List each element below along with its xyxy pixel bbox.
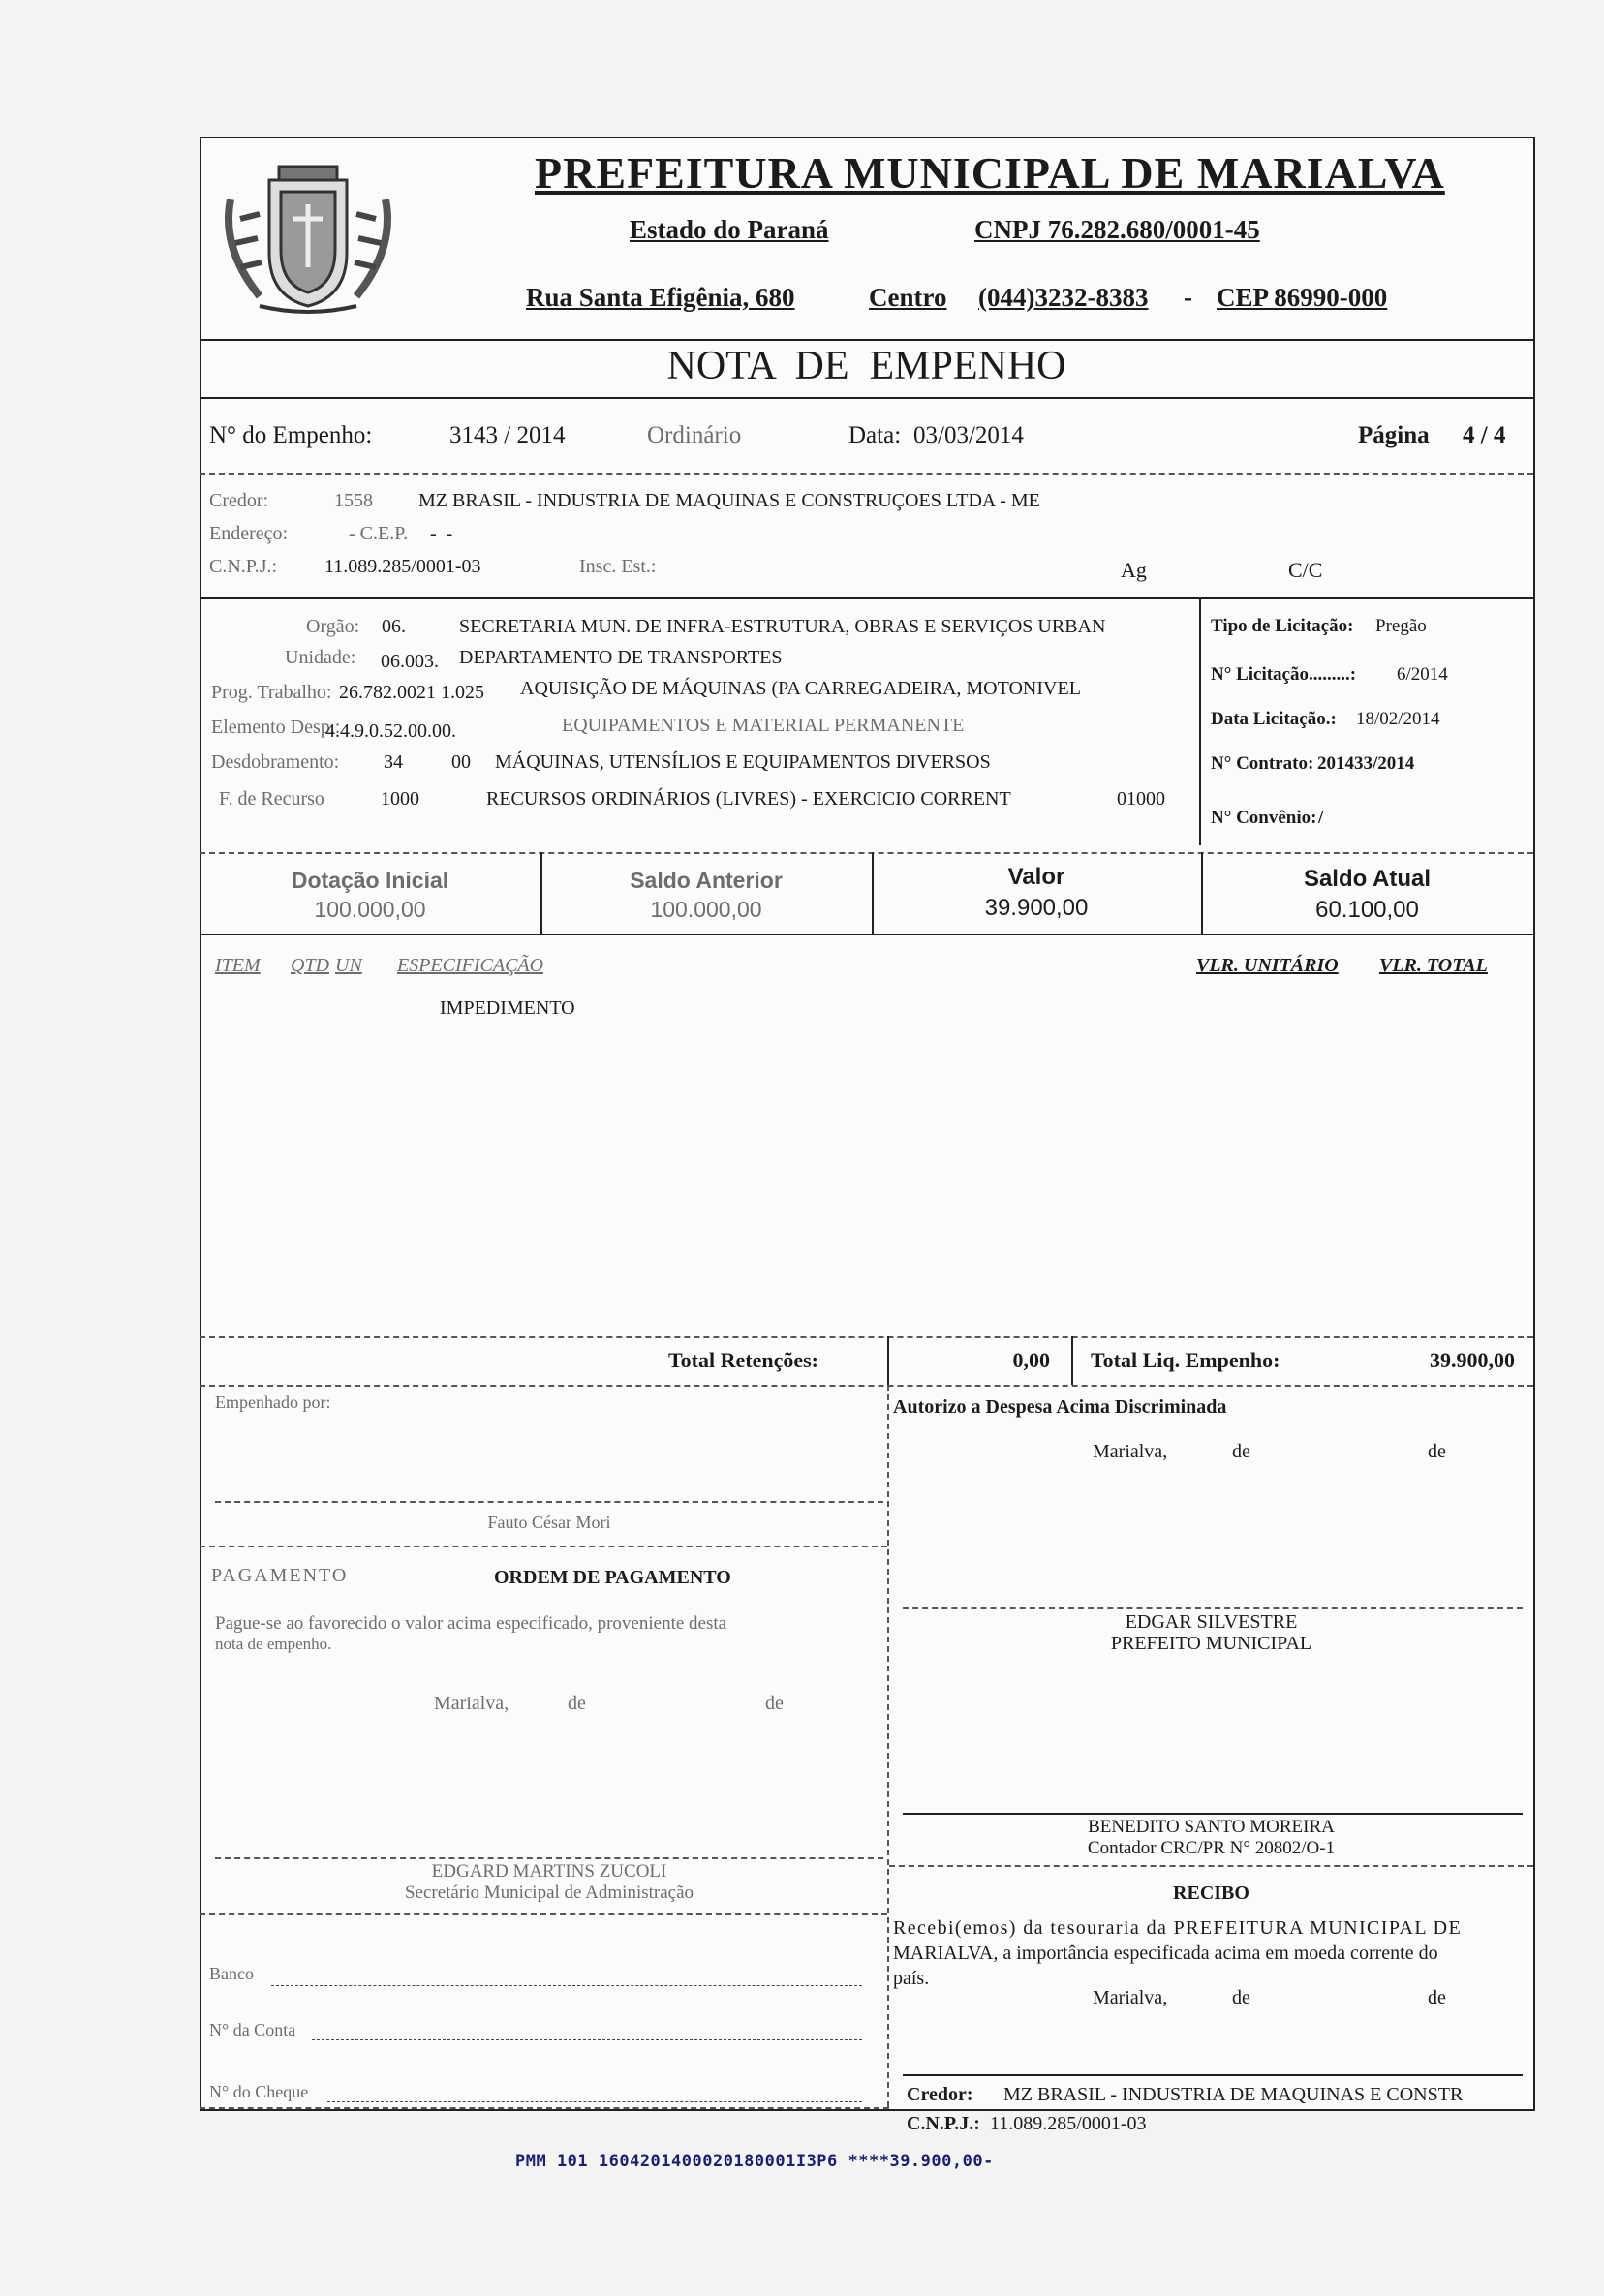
licitacao-date: 18/02/2014 [1356, 709, 1440, 729]
total-liq-label: Total Liq. Empenho: [1091, 1348, 1280, 1372]
header-phone: (044)3232-8383 [978, 283, 1149, 312]
divider [200, 852, 1533, 854]
total-retencoes-label: Total Retenções: [668, 1348, 818, 1372]
empenhado-por-name: Fauto César Mori [487, 1513, 611, 1532]
divider [200, 1913, 887, 1915]
saldo-atual-label: Saldo Atual [1303, 866, 1432, 892]
budget-label: Desdobramento: [211, 751, 340, 773]
col-especificacao: ESPECIFICAÇÃO [397, 955, 544, 976]
cnpj-label: C.N.P.J.: [209, 556, 278, 577]
divider [887, 1385, 889, 2107]
header-separator: - [1184, 283, 1192, 312]
contador-title: Contador CRC/PR N° 20802/O-1 [1087, 1838, 1336, 1858]
secretario-title: Secretário Municipal de Administração [404, 1883, 694, 1903]
budget-code: 34 [384, 751, 403, 773]
col-valor-unitario: VLR. UNITÁRIO [1196, 955, 1339, 976]
divider [200, 1336, 1533, 1338]
divider [887, 1336, 889, 1385]
col-qtd: QTD [291, 955, 330, 976]
budget-desc: EQUIPAMENTOS E MATERIAL PERMANENTE [562, 715, 965, 736]
payment-stamp: PMM 101 1604201400020180001I3P6 ****39.900,00- [515, 2152, 994, 2171]
pagamento-city: Marialva, [434, 1693, 509, 1714]
col-valor-total: VLR. TOTAL [1379, 955, 1488, 976]
budget-code: 1000 [381, 788, 419, 810]
prefeito-name: EDGAR SILVESTRE [1125, 1611, 1298, 1633]
cep-value: - - [430, 523, 453, 544]
recibo-line-1: Recebi(emos) da tesouraria da PREFEITURA MUNICIPAL DE [893, 1917, 1463, 1939]
banco-field-line [271, 1985, 862, 1986]
total-retencoes-value: 0,00 [1012, 1348, 1050, 1372]
budget-desc: AQUISIÇÃO DE MÁQUINAS (PA CARREGADEIRA, MOTONIVEL [520, 678, 1081, 699]
budget-code: 26.782.0021 1.025 [339, 682, 484, 703]
valor-label: Valor [1007, 864, 1065, 890]
autorizo-city: Marialva, [1093, 1441, 1168, 1462]
contrato-label: N° Contrato: [1211, 753, 1314, 774]
prefeito-title: PREFEITO MUNICIPAL [1110, 1633, 1312, 1654]
state-name: Estado do Paraná [630, 215, 829, 244]
insc-est-label: Insc. Est.: [579, 556, 657, 577]
recibo-de-1: de [1232, 1987, 1250, 2008]
creditor-name: MZ BRASIL - INDUSTRIA DE MAQUINAS E CONSTRUÇOES LTDA - ME [418, 490, 1040, 511]
valor-value: 39.900,00 [984, 895, 1089, 921]
convenio-label: N° Convênio: [1211, 808, 1317, 828]
divider [200, 473, 1533, 475]
budget-code: 4.4.9.0.52.00.00. [325, 720, 456, 742]
recibo-title: RECIBO [1173, 1883, 1249, 1904]
saldo-atual-value: 60.100,00 [1315, 897, 1419, 923]
prefeitura-title: PREFEITURA MUNICIPAL DE MARIALVA [535, 148, 1445, 198]
autorizo-de-1: de [1232, 1441, 1250, 1462]
divider [200, 597, 1533, 599]
divider [889, 1865, 1533, 1867]
resource-code: 01000 [1117, 788, 1165, 810]
divider [1071, 1336, 1073, 1385]
budget-label: Unidade: [285, 647, 356, 668]
divider [200, 397, 1533, 399]
budget-label: Orgão: [306, 616, 360, 637]
credor-footer-name: MZ BRASIL - INDUSTRIA DE MAQUINAS E CONSTR [1003, 2084, 1464, 2105]
budget-desc: DEPARTAMENTO DE TRANSPORTES [459, 647, 783, 668]
coat-of-arms-emblem [211, 161, 405, 316]
divider [200, 339, 1533, 341]
empenho-date-label: Data: [848, 422, 902, 448]
licitacao-number: 6/2014 [1397, 664, 1448, 685]
divider [200, 1546, 887, 1547]
tipo-licitacao: Pregão [1375, 616, 1427, 636]
recibo-line-3: país. [893, 1968, 930, 1989]
empenho-date: 03/03/2014 [913, 422, 1024, 448]
contrato-number: 201433/2014 [1317, 753, 1415, 774]
autorizo-de-2: de [1428, 1441, 1446, 1462]
budget-label: Prog. Trabalho: [211, 682, 332, 703]
budget-label: F. de Recurso [219, 788, 324, 810]
page-label: Página [1358, 422, 1430, 448]
address-label: Endereço: [209, 523, 289, 544]
header-district: Centro [869, 283, 947, 312]
banco-label: Banco [209, 1964, 254, 1983]
budget-desc: 00 MÁQUINAS, UTENSÍLIOS E EQUIPAMENTOS DIVERSOS [451, 751, 991, 773]
pagamento-de-2: de [765, 1693, 784, 1714]
empenho-number: 3143 / 2014 [449, 422, 566, 448]
divider [1199, 597, 1201, 845]
saldo-anterior-value: 100.000,00 [650, 897, 762, 922]
autorizo-text: Autorizo a Despesa Acima Discriminada [893, 1396, 1227, 1418]
divider [200, 1385, 1533, 1387]
col-item: ITEM [215, 955, 261, 976]
header-cep: CEP 86990-000 [1217, 283, 1388, 312]
secretario-name: EDGARD MARTINS ZUCOLI [431, 1861, 667, 1882]
col-un: UN [335, 955, 362, 976]
cc-label: C/C [1288, 558, 1323, 582]
item-specification: IMPEDIMENTO [440, 997, 575, 1019]
pagamento-text-1: Pague-se ao favorecido o valor acima especificado, proveniente desta [215, 1613, 727, 1634]
signature-line [215, 1501, 883, 1503]
total-liq-value: 39.900,00 [1430, 1348, 1515, 1372]
header-cnpj: CNPJ 76.282.680/0001-45 [974, 215, 1260, 244]
empenho-type: Ordinário [647, 422, 742, 448]
convenio-number: / [1318, 808, 1324, 828]
creditor-code: 1558 [334, 490, 373, 511]
budget-label: Elemento Desp.: [211, 717, 341, 738]
ag-label: Ag [1121, 558, 1147, 582]
pagamento-de-1: de [568, 1693, 586, 1714]
recibo-de-2: de [1428, 1987, 1446, 2008]
signature-line [903, 2074, 1523, 2076]
pagamento-label: PAGAMENTO [211, 1565, 349, 1586]
header-address: Rua Santa Efigênia, 680 [526, 283, 795, 312]
page-number: 4 / 4 [1463, 422, 1506, 448]
ordem-pagamento-title: ORDEM DE PAGAMENTO [494, 1567, 731, 1588]
pagamento-text-2: nota de empenho. [215, 1635, 332, 1653]
credor-footer-label: Credor: [907, 2084, 973, 2105]
cheque-field-line [327, 2101, 862, 2102]
creditor-label: Credor: [209, 490, 269, 511]
contador-name: BENEDITO SANTO MOREIRA [1088, 1817, 1335, 1837]
document-title: NOTA DE EMPENHO [666, 344, 1066, 388]
budget-desc: RECURSOS ORDINÁRIOS (LIVRES) - EXERCICIO CORRENT [486, 788, 1011, 810]
credor-footer-cnpj: 11.089.285/0001-03 [990, 2113, 1147, 2134]
empenhado-por-label: Empenhado por: [215, 1393, 331, 1412]
divider [200, 934, 1533, 935]
cheque-label: N° do Cheque [209, 2082, 309, 2101]
dotacao-inicial-value: 100.000,00 [314, 897, 426, 922]
cep-label: - C.E.P. [349, 523, 409, 544]
conta-label: N° da Conta [209, 2020, 296, 2039]
saldo-anterior-label: Saldo Anterior [630, 868, 783, 893]
budget-code: 06.003. [381, 651, 439, 672]
licitacao-date-label: Data Licitação.: [1211, 709, 1337, 729]
recibo-line-2: MARIALVA, a importância especificada acima em moeda corrente do [893, 1943, 1438, 1964]
dotacao-inicial-label: Dotação Inicial [291, 868, 449, 893]
divider [200, 2107, 889, 2109]
signature-line [215, 1857, 883, 1859]
creditor-cnpj: 11.089.285/0001-03 [324, 556, 481, 577]
recibo-city: Marialva, [1093, 1987, 1168, 2008]
credor-footer-cnpj-label: C.N.P.J.: [907, 2113, 980, 2134]
signature-line [903, 1607, 1523, 1609]
budget-code: 06. [382, 616, 406, 637]
signature-line [903, 1813, 1523, 1815]
conta-field-line [312, 2039, 862, 2040]
budget-desc: SECRETARIA MUN. DE INFRA-ESTRUTURA, OBRAS E SERVIÇOS URBAN [459, 616, 1106, 637]
licitacao-number-label: N° Licitação.........: [1211, 664, 1357, 685]
empenho-number-label: N° do Empenho: [209, 422, 373, 448]
tipo-licitacao-label: Tipo de Licitação: [1211, 616, 1354, 636]
